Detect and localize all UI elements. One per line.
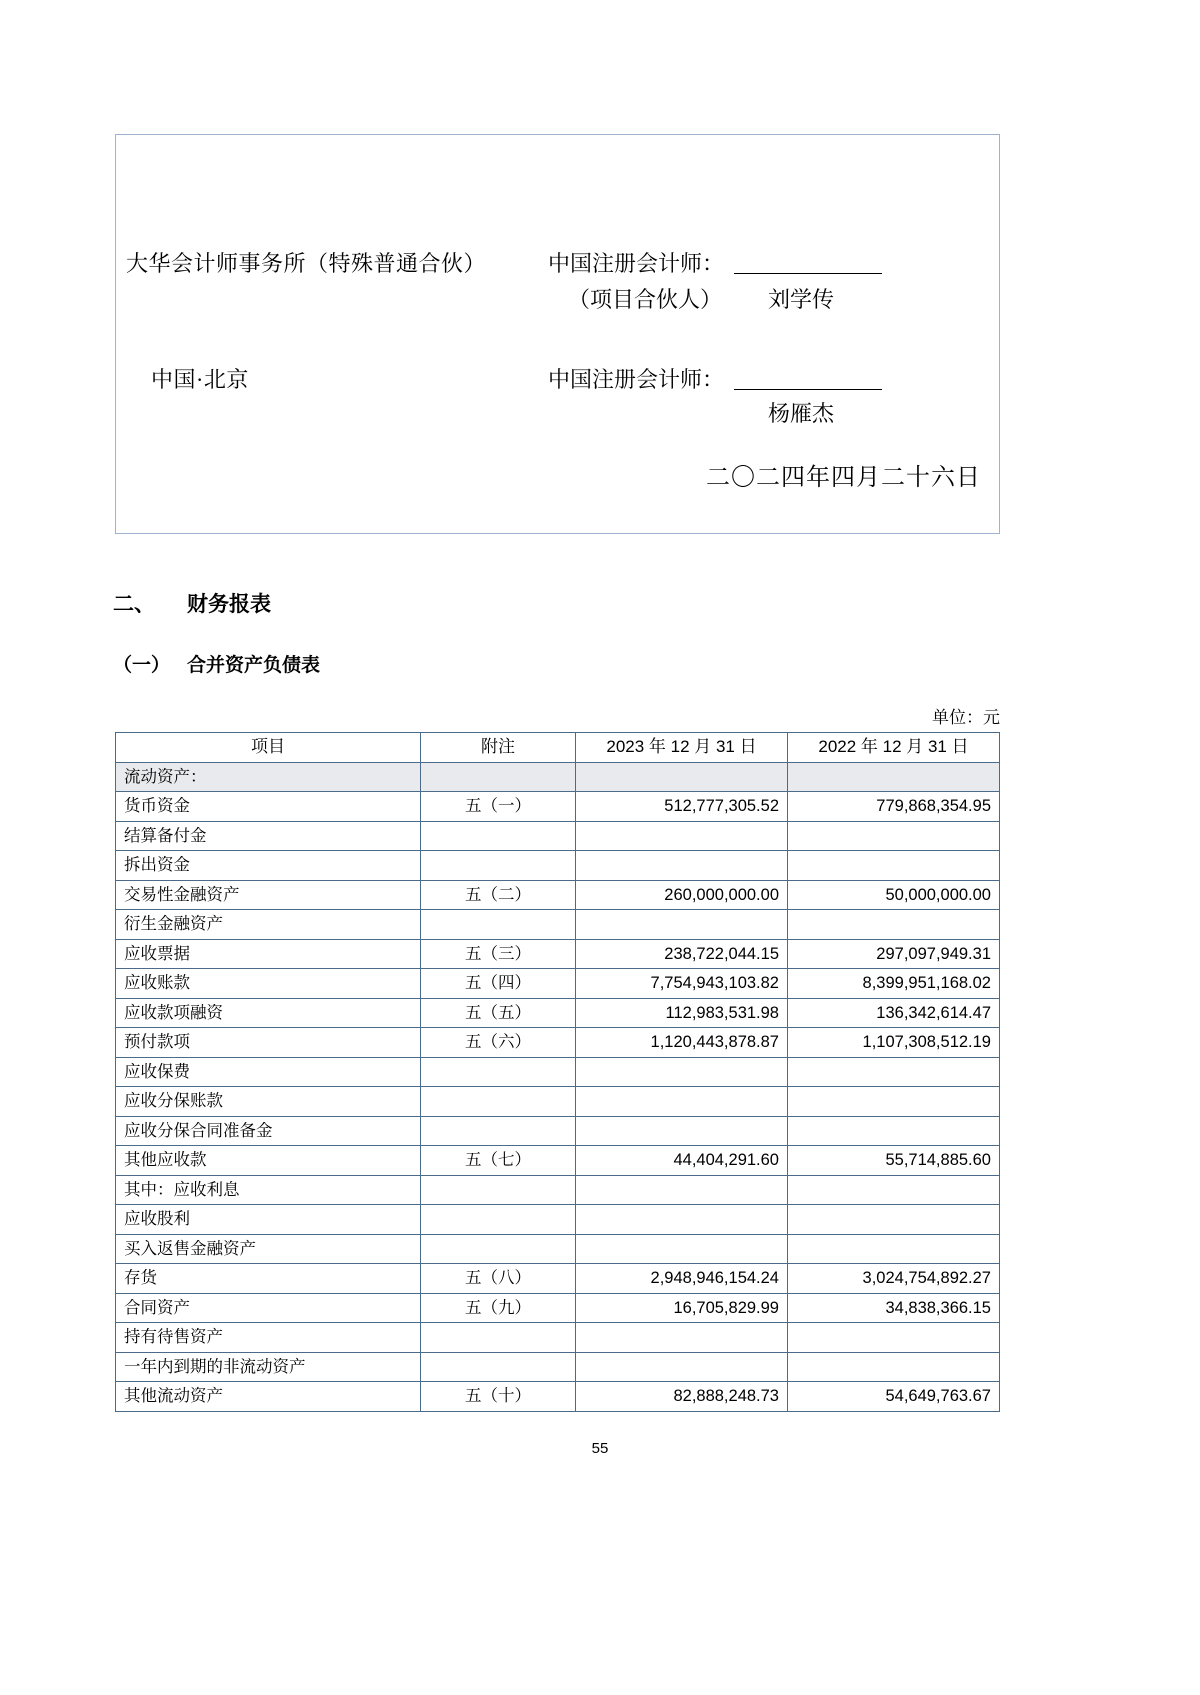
row-value-2022: 136,342,614.47 [788, 998, 1000, 1028]
row-value-2023: 7,754,943,103.82 [576, 969, 788, 999]
row-value-2022 [788, 1175, 1000, 1205]
table-row [116, 1293, 1000, 1323]
row-value-2023: 238,722,044.15 [576, 939, 788, 969]
report-date: 二〇二四年四月二十六日 [706, 465, 981, 491]
table-row [116, 1028, 1000, 1058]
row-value-2022: 3,024,754,892.27 [788, 1264, 1000, 1294]
section-number: 二、 [113, 593, 155, 616]
table-row [116, 939, 1000, 969]
row-value-2022: 55,714,885.60 [788, 1146, 1000, 1176]
row-value-2022: 297,097,949.31 [788, 939, 1000, 969]
row-item-label: 合同资产 [116, 1293, 421, 1323]
unit-note: 单位：元 [932, 708, 1000, 727]
row-item-label: 交易性金融资产 [116, 880, 421, 910]
row-note-ref: 五（七） [421, 1146, 576, 1176]
row-note-ref [421, 1116, 576, 1146]
page-number: 55 [591, 1440, 609, 1457]
row-value-2022: 8,399,951,168.02 [788, 969, 1000, 999]
row-value-2022 [788, 1234, 1000, 1264]
row-value-2022: 50,000,000.00 [788, 880, 1000, 910]
row-value-2022 [788, 1323, 1000, 1353]
table-body [116, 762, 1000, 1411]
cpa-name-2: 杨雁杰 [768, 401, 835, 426]
subsection-heading [113, 650, 320, 677]
row-note-ref [421, 1057, 576, 1087]
row-value-2022: 34,838,366.15 [788, 1293, 1000, 1323]
row-value-2022 [788, 1116, 1000, 1146]
cpa-partner-label: （项目合伙人） [568, 287, 723, 312]
cpa-label-1: 中国注册会计师： [548, 251, 725, 276]
row-item-label: 存货 [116, 1264, 421, 1294]
row-note-ref [421, 1323, 576, 1353]
row-note-ref [421, 1087, 576, 1117]
row-note-ref: 五（八） [421, 1264, 576, 1294]
row-value-2023 [576, 910, 788, 940]
row-item-label: 应收分保合同准备金 [116, 1116, 421, 1146]
row-value-2022 [788, 1352, 1000, 1382]
cpa-signature-line-1 [734, 273, 882, 274]
table-row [116, 1087, 1000, 1117]
row-value-2023 [576, 1057, 788, 1087]
table-row [116, 1323, 1000, 1353]
row-value-2023: 2,948,946,154.24 [576, 1264, 788, 1294]
row-note-ref [421, 1234, 576, 1264]
row-value-2023 [576, 762, 788, 792]
row-item-label: 货币资金 [116, 792, 421, 822]
balance-sheet-table [115, 732, 1000, 1412]
row-item-label: 应收股利 [116, 1205, 421, 1235]
table-row [116, 998, 1000, 1028]
row-item-label: 其中：应收利息 [116, 1175, 421, 1205]
row-item-label: 衍生金融资产 [116, 910, 421, 940]
row-item-label: 结算备付金 [116, 821, 421, 851]
row-value-2022 [788, 1087, 1000, 1117]
row-note-ref: 五（九） [421, 1293, 576, 1323]
row-note-ref [421, 910, 576, 940]
table-row [116, 1175, 1000, 1205]
table-row [116, 1382, 1000, 1412]
column-header-2022: 2022 年 12 月 31 日 [788, 733, 1000, 763]
row-item-label: 买入返售金融资产 [116, 1234, 421, 1264]
table-row [116, 1116, 1000, 1146]
row-item-label: 预付款项 [116, 1028, 421, 1058]
row-note-ref [421, 821, 576, 851]
audit-firm-city: 中国·北京 [151, 367, 249, 392]
table-row [116, 1352, 1000, 1382]
table-row [116, 969, 1000, 999]
column-header-item: 项目 [116, 733, 421, 763]
signature-block [115, 134, 1000, 534]
column-header-note: 附注 [421, 733, 576, 763]
row-value-2023 [576, 1205, 788, 1235]
row-note-ref: 五（一） [421, 792, 576, 822]
row-value-2023 [576, 1116, 788, 1146]
row-value-2022 [788, 851, 1000, 881]
row-note-ref: 五（十） [421, 1382, 576, 1412]
row-item-label: 应收账款 [116, 969, 421, 999]
row-value-2023: 512,777,305.52 [576, 792, 788, 822]
row-item-label: 其他流动资产 [116, 1382, 421, 1412]
table-row [116, 1146, 1000, 1176]
table-row [116, 762, 1000, 792]
row-value-2023 [576, 851, 788, 881]
row-value-2022 [788, 1205, 1000, 1235]
table-row [116, 910, 1000, 940]
row-note-ref [421, 851, 576, 881]
row-value-2022 [788, 1057, 1000, 1087]
table-header-row [116, 733, 1000, 763]
row-value-2022: 1,107,308,512.19 [788, 1028, 1000, 1058]
subsection-number: （一） [113, 655, 171, 676]
cpa-name-1: 刘学传 [768, 287, 835, 312]
table-row [116, 1234, 1000, 1264]
row-note-ref: 五（六） [421, 1028, 576, 1058]
table-row [116, 880, 1000, 910]
row-value-2023: 1,120,443,878.87 [576, 1028, 788, 1058]
row-item-label: 一年内到期的非流动资产 [116, 1352, 421, 1382]
row-value-2023 [576, 1323, 788, 1353]
row-note-ref [421, 1175, 576, 1205]
row-item-label: 应收分保账款 [116, 1087, 421, 1117]
row-value-2023: 112,983,531.98 [576, 998, 788, 1028]
audit-firm-name: 大华会计师事务所（特殊普通合伙） [126, 251, 487, 276]
row-value-2022 [788, 821, 1000, 851]
section-heading [113, 588, 271, 618]
row-note-ref: 五（五） [421, 998, 576, 1028]
table-row [116, 792, 1000, 822]
row-value-2022: 54,649,763.67 [788, 1382, 1000, 1412]
row-value-2022: 779,868,354.95 [788, 792, 1000, 822]
row-note-ref: 五（三） [421, 939, 576, 969]
row-note-ref [421, 1205, 576, 1235]
row-item-label: 持有待售资产 [116, 1323, 421, 1353]
row-value-2022 [788, 910, 1000, 940]
table-row [116, 1264, 1000, 1294]
table-row [116, 821, 1000, 851]
column-header-2023: 2023 年 12 月 31 日 [576, 733, 788, 763]
row-value-2023 [576, 1175, 788, 1205]
row-value-2023 [576, 1234, 788, 1264]
row-value-2022 [788, 762, 1000, 792]
row-value-2023: 44,404,291.60 [576, 1146, 788, 1176]
cpa-label-2: 中国注册会计师： [548, 367, 725, 392]
row-note-ref [421, 1352, 576, 1382]
row-value-2023: 16,705,829.99 [576, 1293, 788, 1323]
row-item-label: 应收票据 [116, 939, 421, 969]
row-item-label: 其他应收款 [116, 1146, 421, 1176]
row-value-2023: 82,888,248.73 [576, 1382, 788, 1412]
row-item-label: 拆出资金 [116, 851, 421, 881]
table-row [116, 1205, 1000, 1235]
row-item-label: 应收款项融资 [116, 998, 421, 1028]
row-value-2023 [576, 1352, 788, 1382]
row-item-label: 应收保费 [116, 1057, 421, 1087]
row-value-2023 [576, 1087, 788, 1117]
row-value-2023: 260,000,000.00 [576, 880, 788, 910]
row-item-label: 流动资产： [116, 762, 421, 792]
row-note-ref: 五（四） [421, 969, 576, 999]
cpa-signature-line-2 [734, 389, 882, 390]
section-title: 财务报表 [187, 593, 271, 616]
row-value-2023 [576, 821, 788, 851]
table-row [116, 851, 1000, 881]
table-row [116, 1057, 1000, 1087]
subsection-title: 合并资产负债表 [187, 655, 321, 676]
row-note-ref: 五（二） [421, 880, 576, 910]
row-note-ref [421, 762, 576, 792]
